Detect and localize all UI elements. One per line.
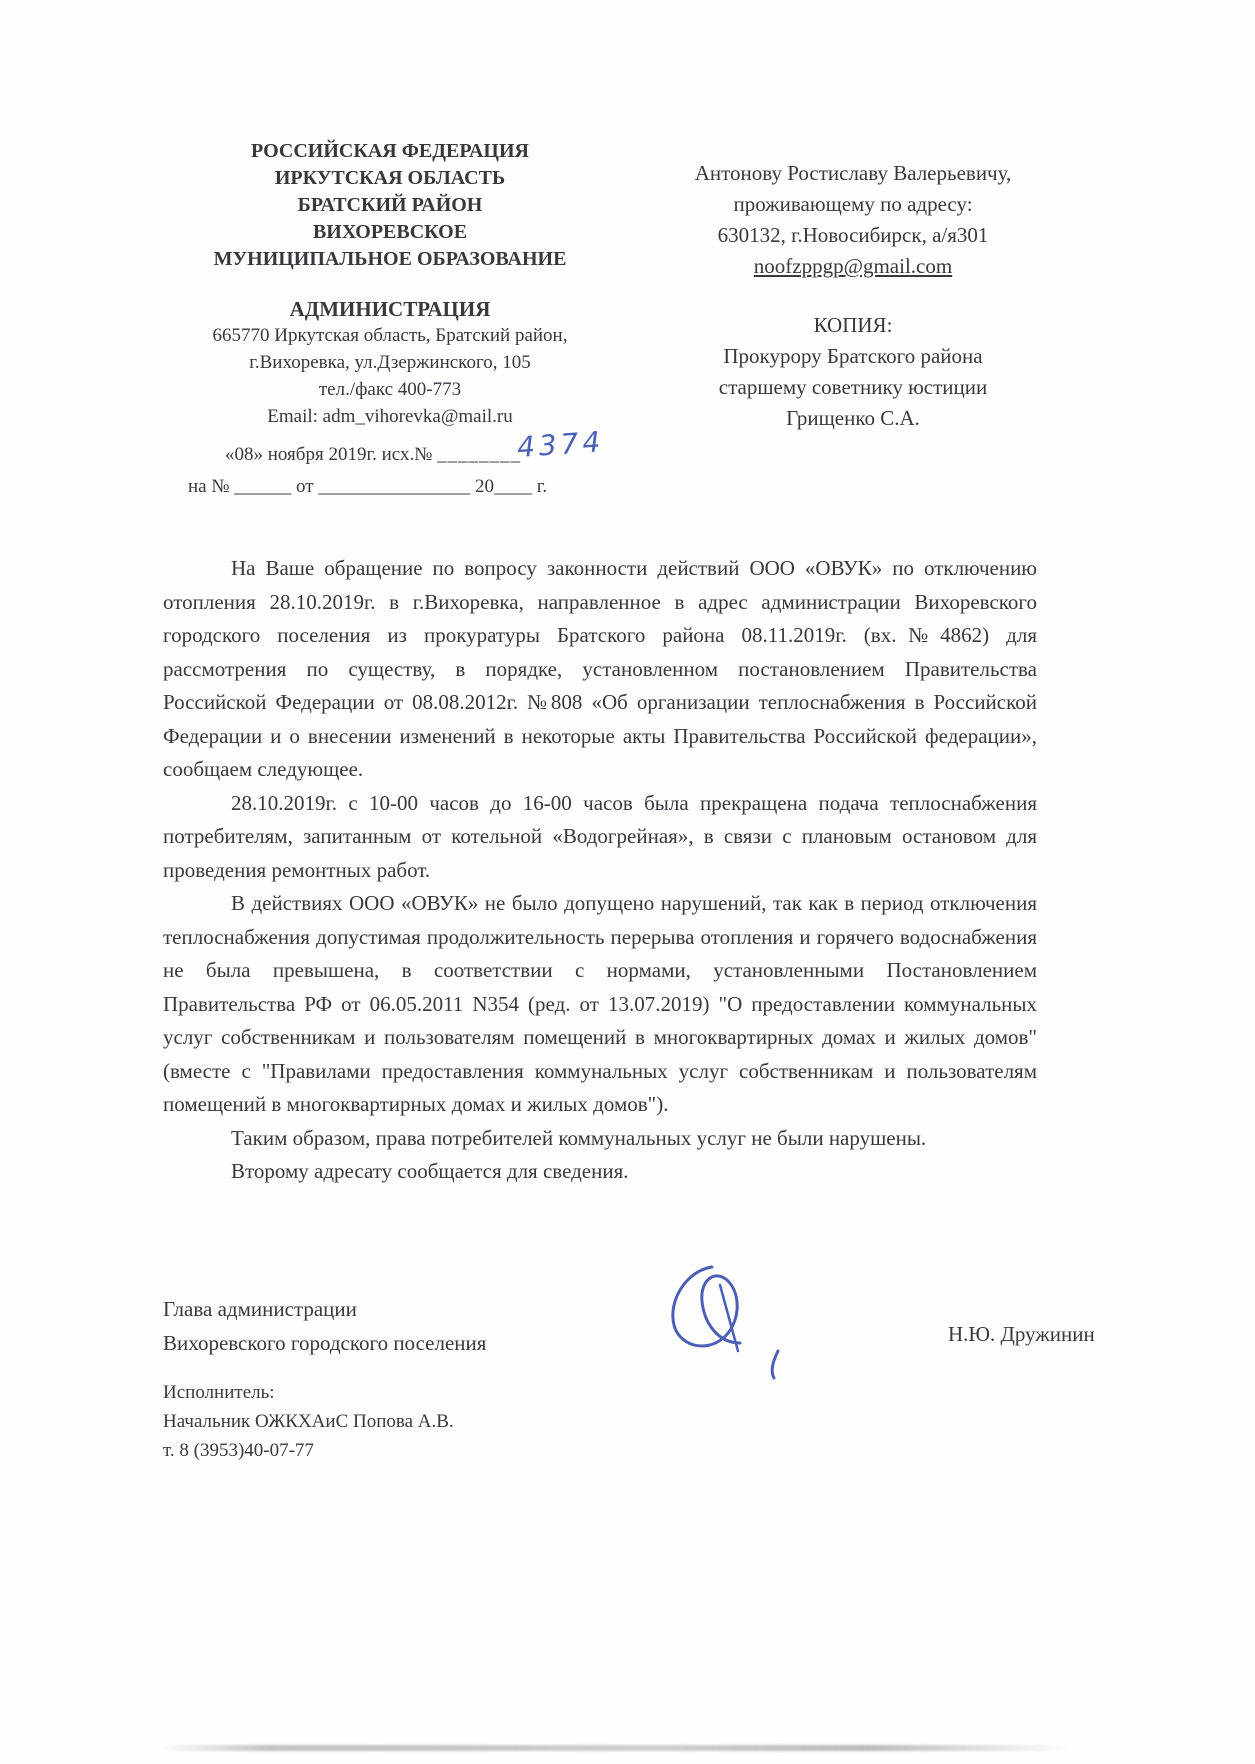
body-paragraph: Второму адресату сообщается для сведения.: [231, 1159, 629, 1183]
body-paragraph: На Ваше обращение по вопросу законности действий ООО «ОВУК» по отключению отопления 28.10.2019г. в г.Вихоревка, направленное в адрес администрации Вихоревского городского поселения из прокуратуры Братского района 08.11.2019г. (вх.№4862) для рассмотрения по существу, в порядке, установленном постановлением Правительства Российской Федерации от 08.08.2012г. №808 «Об организации теплоснабжения в Российской Федерации и о внесении изменений в некоторые акты Правительства Российской федерации», сообщаем следующее.: [163, 556, 1037, 781]
sender-org-line: БРАТСКИЙ РАЙОН: [297, 194, 483, 216]
sender-org-line: МУНИЦИПАЛЬНОЕ ОБРАЗОВАНИЕ: [213, 248, 567, 270]
outgoing-number-blank: ________: [437, 444, 522, 465]
copy-recipient-line: Прокурору Братского района: [723, 344, 983, 368]
handwritten-signature: [660, 1255, 830, 1390]
administration-title: АДМИНИСТРАЦИЯ: [289, 297, 491, 321]
copy-recipient-name: Грищенко С.А.: [786, 406, 920, 430]
sender-block: [165, 138, 615, 430]
scan-artifact-line: [160, 1745, 1070, 1751]
signatory-name: Н.Ю. Дружинин: [948, 1322, 1095, 1346]
recipient-address-line: 630132, г.Новосибирск, а/я301: [717, 223, 989, 247]
body-paragraph: В действиях ООО «ОВУК» не было допущено нарушений, так как в период отключения теплоснабжения допустимая продолжительность перерыва отопления и горячего водоснабжения не была превышена, в соответствии с нормами, установленными Постановлением Правительства РФ от 06.05.2011 N354 (ред. от 13.07.2019) "О предоставлении коммунальных услуг собственникам и пользователям помещений в многоквартирных домах и жилых домов" (вместе с "Правилами предоставления коммунальных услуг собственникам и пользователям помещений в многоквартирных домах и жилых домов").: [163, 891, 1037, 1116]
reference-number-row: на № ______ от ________________ 20____ г.: [188, 476, 548, 497]
executor-label: Исполнитель:: [163, 1382, 275, 1403]
sender-org-line: ВИХОРЕВСКОЕ: [312, 221, 468, 243]
body-paragraph: Таким образом, права потребителей коммунальных услуг не были нарушены.: [231, 1125, 927, 1150]
date-outgoing-prefix: «08» ноября 2019г. исх.№: [225, 444, 433, 465]
recipient-email: noofzppgp@gmail.com: [753, 254, 953, 278]
recipient-address-label: проживающему по адресу:: [733, 192, 973, 216]
executor-name: Начальник ОЖКХАиС Попова А.В.: [163, 1411, 454, 1432]
sender-email-line: Email: adm_vihorevka@mail.ru: [267, 406, 513, 427]
executor-phone: т. 8 (3953)40-07-77: [163, 1440, 314, 1461]
recipient-name-line: Антонову Ростиславу Валерьевичу,: [694, 161, 1012, 185]
date-outgoing-row: [225, 424, 606, 466]
recipient-block: [628, 158, 1078, 434]
signatory-title-line: Вихоревского городского поселения: [163, 1331, 487, 1355]
copy-recipient-line: старшему советнику юстиции: [718, 375, 988, 399]
sender-org-line: РОССИЙСКАЯ ФЕДЕРАЦИЯ: [250, 140, 529, 162]
letter-body: [163, 552, 1037, 1189]
body-paragraph: 28.10.2019г. с 10-00 часов до 16-00 часов была прекращена подача теплоснабжения потребителям, запитанным от котельной «Водогрейная», в связи с плановым остановом для проведения ремонтных работ.: [163, 790, 1037, 882]
signature-ink-icon: [660, 1255, 830, 1385]
sender-address-line: г.Вихоревка, ул.Дзержинского, 105: [249, 352, 531, 373]
signatory-title-block: [163, 1292, 486, 1360]
sender-org-line: ИРКУТСКАЯ ОБЛАСТЬ: [274, 167, 506, 189]
sender-address-line: 665770 Иркутская область, Братский район,: [212, 325, 568, 346]
copy-label: КОПИЯ:: [813, 313, 893, 337]
sender-phone-line: тел./факс 400-773: [318, 379, 462, 400]
executor-block: [163, 1378, 454, 1465]
handwritten-outgoing-number: 4374: [515, 424, 606, 465]
signatory-title-line: Глава администрации: [163, 1297, 357, 1321]
